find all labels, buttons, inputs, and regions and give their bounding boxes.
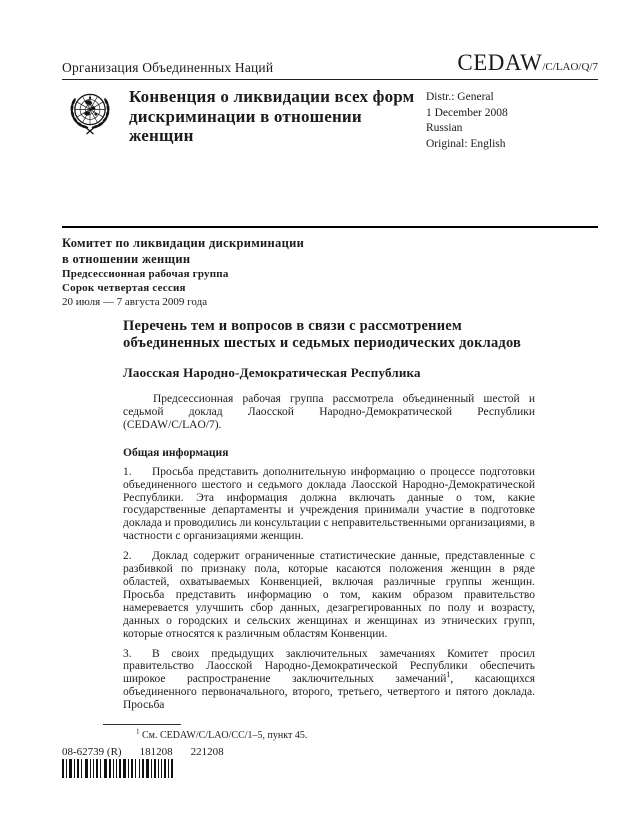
document-title: Перечень тем и вопросов в связи с рассмотрением объединенных шестых и седьмых периодических докладов: [123, 318, 522, 351]
session-title: Сорок четвертая сессия: [62, 282, 186, 294]
document-body: [123, 318, 535, 741]
language-line: Russian: [426, 122, 463, 134]
footnote: [123, 727, 535, 742]
paragraph-1-text: Просьба представить дополнительную информацию о процессе подготовки объединенного шестого и седьмого доклада Лаосской Народно-Демократической Республики. Эта информация должна включать данные о том, какие государственные департаменты и учреждения принимали участие в подготовке доклада и проводились ли консультации с неправительственными организациями, в частности с организациями женщин.: [123, 465, 535, 543]
convention-title: Конвенция о ликвидации всех форм дискриминации в отношении женщин: [129, 87, 415, 145]
footnote-reference: 1: [446, 670, 451, 680]
session-dates: 20 июля — 7 августа 2009 года: [62, 296, 208, 308]
country-heading: Лаосская Народно-Демократическая Республика: [123, 365, 421, 380]
committee-name-line1: Комитет по ликвидации дискриминации: [62, 236, 305, 250]
intro-paragraph: Предсессионная рабочая группа рассмотрела объединенный шестой и седьмой доклад Лаосской Народно-Демократической Республики (CEDAW/C/LAO/7).: [123, 393, 535, 431]
barcode: [62, 759, 174, 778]
footnote-text: См. CEDAW/C/LAO/CC/1–5, пункт 45.: [139, 730, 308, 742]
footnote-separator: [103, 724, 181, 725]
original-language-line: Original: English: [426, 137, 506, 150]
footer-doc-number: 08-62739 (R): [62, 746, 122, 758]
org-name: Организация Объединенных Наций: [62, 60, 274, 75]
committee-block: [62, 228, 598, 309]
date-line: 1 December 2008: [426, 106, 508, 119]
paragraph-2-number: 2.: [123, 550, 132, 563]
header-top: [62, 50, 598, 76]
header-divider: [62, 79, 598, 80]
distribution-block: [426, 87, 598, 152]
paragraph-2-text: Доклад содержит ограниченные статистические данные, представленные с разбивкой по признаку пола, которые касаются положения женщин в ряде областей, охватываемых Конвенцией, включая различные группы женщин. Просьба представить информацию о том, каким образом правительство намеревается улучшить сбор данных, дезагрегированных по полу и возрасту, данных о городских и сельских женщинах и женщинах из этнических групп, которые относятся к различным областям Конвенции.: [123, 550, 535, 640]
footnote-block: [123, 724, 535, 741]
page-footer: [62, 746, 224, 778]
paragraph-3-text-after: , касающихся объединенного первоначального, второго, третьего, четвертого и пятого доклада. Просьба: [123, 673, 535, 712]
doc-symbol-main: CEDAW: [457, 50, 543, 75]
paragraph-1: [123, 466, 535, 543]
section-heading-general-info: Общая информация: [123, 446, 229, 459]
paragraph-2: [123, 550, 535, 640]
paragraph-1-number: 1.: [123, 465, 132, 478]
footer-code-2: 221208: [190, 746, 224, 758]
working-group: Предсессионная рабочая группа: [62, 268, 229, 280]
footnote-marker: 1: [136, 727, 140, 736]
paragraph-3-number: 3.: [123, 647, 132, 660]
un-emblem-icon: [62, 88, 118, 152]
doc-symbol-suffix: /C/LAO/Q/7: [542, 61, 598, 73]
distr-line: Distr.: General: [426, 91, 494, 103]
doc-symbol: [457, 50, 598, 76]
committee-name-line2: в отношении женщин: [62, 251, 191, 266]
paragraph-3-text-before: В своих предыдущих заключительных замечаниях Комитет просил правительство Лаосской Народно-Демократической Республики обеспечить широкое распространение заключительных замечаний: [123, 647, 535, 686]
footer-codes: [62, 746, 224, 758]
paragraph-3: [123, 648, 535, 713]
header-main: [62, 87, 598, 152]
footer-code-1: 181208: [139, 746, 173, 758]
